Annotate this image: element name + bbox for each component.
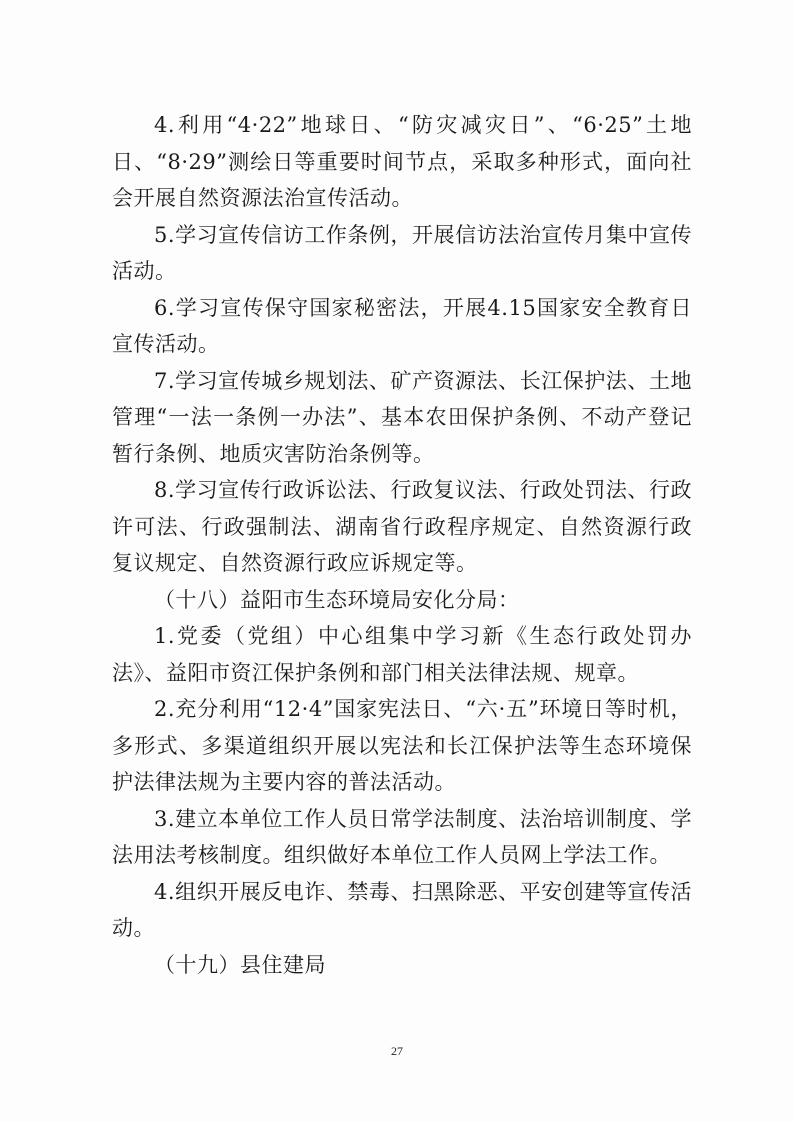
paragraph-item-3-study-system: 3.建立本单位工作人员日常学法制度、法治培训制度、学法用法考核制度。组织做好本单位工作人员网上学法工作。	[112, 806, 692, 867]
paragraph-item-4-earth-day: 4.利用“4·22”地球日、“防灾减灾日”、“6·25”土地日、“8·29”测绘日等重要时间节点，采取多种形式，面向社会开展自然资源法治宣传活动。	[112, 113, 692, 210]
paragraph-item-1-party-study: 1.党委（党组）中心组集中学习新《生态行政处罚办法》、益阳市资江保护条例和部门相关法律法规、规章。	[112, 624, 692, 685]
page-number: 27	[391, 1044, 403, 1058]
paragraph-item-8-administrative: 8.学习宣传行政诉讼法、行政复议法、行政处罚法、行政许可法、行政强制法、湖南省行政程序规定、自然资源行政复议规定、自然资源行政应诉规定等。	[112, 478, 692, 575]
paragraph-item-5-petition: 5.学习宣传信访工作条例，开展信访法治宣传月集中宣传活动。	[112, 222, 692, 283]
paragraph-item-2-constitution-day: 2.充分利用“12·4”国家宪法日、“六·五”环境日等时机，多形式、多渠道组织开展以宪法和长江保护法等生态环境保护法律法规为主要内容的普法活动。	[112, 697, 692, 794]
section-heading-18: （十八）益阳市生态环境局安化分局：	[154, 587, 520, 612]
paragraph-item-4-anti-fraud: 4.组织开展反电诈、禁毒、扫黑除恶、平安创建等宣传活动。	[112, 879, 692, 940]
paragraph-item-7-planning: 7.学习宣传城乡规划法、矿产资源法、长江保护法、土地管理“一法一条例一办法”、基本农田保护条例、不动产登记暂行条例、地质灾害防治条例等。	[112, 368, 692, 466]
document-body	[112, 107, 692, 983]
section-heading-19: （十九）县住建局	[154, 952, 326, 977]
paragraph-item-6-secrets: 6.学习宣传保守国家秘密法，开展4.15国家安全教育日宣传活动。	[112, 295, 692, 356]
